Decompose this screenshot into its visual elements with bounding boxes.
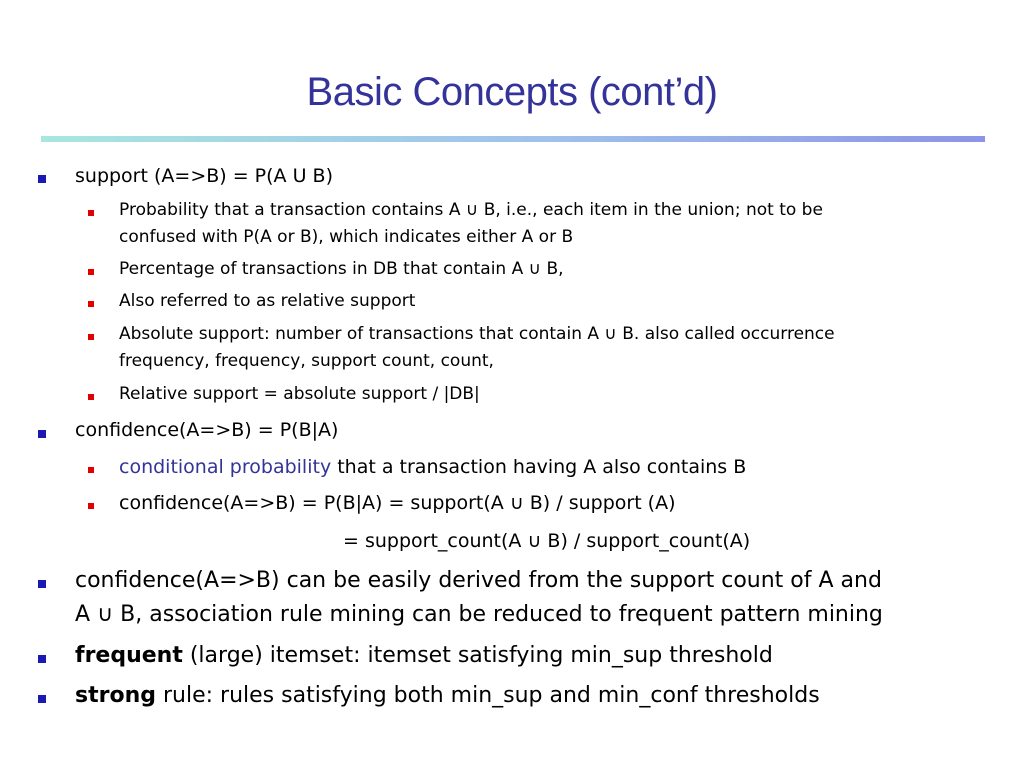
confidence-sub2-line1: confidence(A=>B) = P(B|A) = support(A ∪ B) / support (A) bbox=[119, 492, 676, 514]
level1-bullet bbox=[38, 430, 46, 438]
confidence-sub1 bbox=[119, 458, 746, 477]
frequent-term: frequent bbox=[75, 643, 183, 668]
support-sub4-line1: Absolute support: number of transactions that contain A ∪ B. also called occurrence bbox=[119, 324, 835, 344]
support-sub3: Also referred to as relative support bbox=[119, 291, 416, 311]
level1-bullet bbox=[38, 695, 46, 703]
strong-term: strong bbox=[75, 683, 156, 708]
confidence-sub2-line2: = support_count(A ∪ B) / support_count(A) bbox=[343, 530, 751, 552]
level2-bullet bbox=[88, 210, 94, 216]
derived-line2: A ∪ B, association rule mining can be reduced to frequent pattern mining bbox=[75, 602, 883, 627]
level2-bullet bbox=[88, 467, 94, 473]
support-sub4-line2: frequency, frequency, support count, count, bbox=[119, 351, 494, 371]
level2-bullet bbox=[88, 301, 94, 307]
support-sub1-line1: Probability that a transaction contains A ∪ B, i.e., each item in the union; not to be bbox=[119, 200, 823, 220]
derived-line1: confidence(A=>B) can be easily derived from the support count of A and bbox=[75, 568, 882, 593]
level1-bullet bbox=[38, 655, 46, 663]
level2-bullet bbox=[88, 503, 94, 509]
support-sub1-line2: confused with P(A or B), which indicates either A or B bbox=[119, 227, 574, 247]
slide-title: Basic Concepts (cont’d) bbox=[306, 70, 718, 114]
support-sub5: Relative support = absolute support / |DB| bbox=[119, 384, 480, 404]
confidence-heading: confidence(A=>B) = P(B|A) bbox=[75, 419, 339, 441]
conditional-probability-term: conditional probability bbox=[119, 456, 332, 478]
level1-bullet bbox=[38, 175, 46, 183]
level2-bullet bbox=[88, 394, 94, 400]
frequent-rest: (large) itemset: itemset satisfying min_sup threshold bbox=[182, 643, 773, 668]
level2-bullet bbox=[88, 269, 94, 275]
strong-rest: rule: rules satisfying both min_sup and min_conf thresholds bbox=[156, 683, 820, 708]
support-heading: support (A=>B) = P(A U B) bbox=[75, 165, 333, 187]
support-sub2: Percentage of transactions in DB that contain A ∪ B, bbox=[119, 259, 564, 279]
confidence-sub1-rest: that a transaction having A also contains B bbox=[331, 456, 747, 478]
level2-bullet bbox=[88, 334, 94, 340]
strong-bullet bbox=[75, 685, 820, 707]
level1-bullet bbox=[38, 580, 46, 588]
frequent-bullet bbox=[75, 645, 773, 667]
